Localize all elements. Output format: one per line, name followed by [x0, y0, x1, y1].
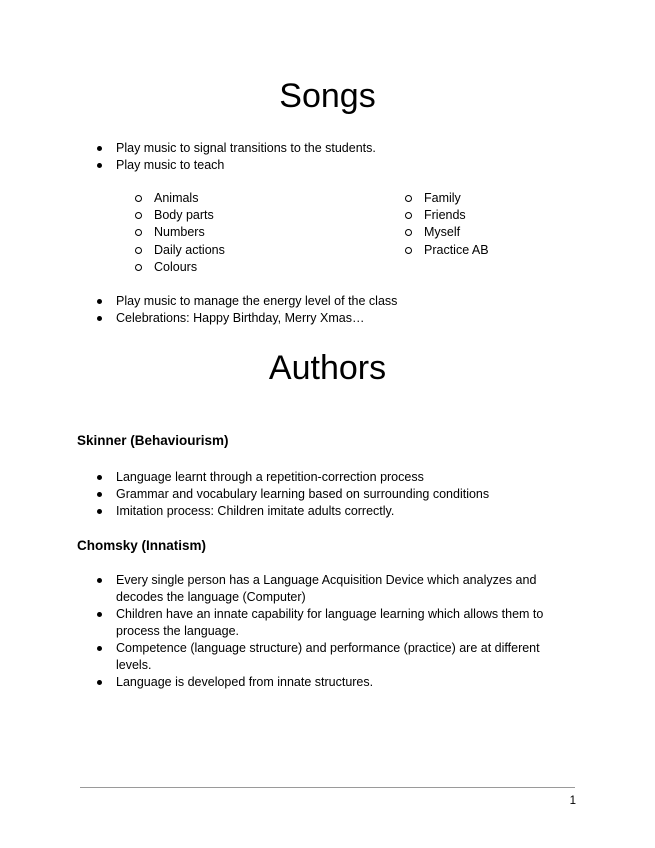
bullet-dot-icon [97, 299, 102, 304]
list-item: Play music to signal transitions to the students. [77, 140, 577, 157]
skinner-points [77, 469, 557, 520]
list-item: Family [405, 190, 605, 207]
list-item: Language is developed from innate structures. [77, 674, 562, 691]
list-item: Animals [135, 190, 365, 207]
list-item: Imitation process: Children imitate adults correctly. [77, 503, 557, 520]
songs-bullet-list-top [77, 140, 577, 174]
list-item: Numbers [135, 224, 365, 241]
chomsky-heading: Chomsky (Innatism) [77, 538, 207, 553]
skinner-heading: Skinner (Behaviourism) [77, 433, 229, 448]
list-item: Celebrations: Happy Birthday, Merry Xmas… [77, 310, 577, 327]
page-number: 1 [569, 795, 576, 807]
list-item: Daily actions [135, 242, 365, 259]
bullet-dot-icon [97, 163, 102, 168]
bullet-circle-icon [405, 229, 412, 236]
list-item: Language learnt through a repetition-correction process [77, 469, 557, 486]
bullet-circle-icon [135, 212, 142, 219]
bullet-dot-icon [97, 316, 102, 321]
bullet-circle-icon [405, 247, 412, 254]
bullet-dot-icon [97, 578, 102, 583]
bullet-dot-icon [97, 492, 102, 497]
bullet-circle-icon [405, 212, 412, 219]
list-item: Play music to teach [77, 157, 577, 174]
list-item: Body parts [135, 207, 365, 224]
songs-topics-left [135, 190, 365, 276]
bullet-dot-icon [97, 146, 102, 151]
bullet-dot-icon [97, 475, 102, 480]
bullet-dot-icon [97, 612, 102, 617]
chomsky-points [77, 572, 562, 691]
bullet-circle-icon [135, 264, 142, 271]
bullet-circle-icon [135, 195, 142, 202]
footer-divider [80, 787, 575, 788]
list-item: Colours [135, 259, 365, 276]
list-item: Play music to manage the energy level of the class [77, 293, 577, 310]
authors-title: Authors [268, 349, 387, 387]
bullet-dot-icon [97, 509, 102, 514]
list-item: Grammar and vocabulary learning based on surrounding conditions [77, 486, 557, 503]
bullet-dot-icon [97, 680, 102, 685]
bullet-dot-icon [97, 646, 102, 651]
songs-title: Songs [279, 77, 376, 115]
list-item: Practice AB [405, 242, 605, 259]
list-item: Children have an innate capability for language learning which allows them to process the language. [77, 606, 562, 640]
list-item: Competence (language structure) and performance (practice) are at different levels. [77, 640, 562, 674]
songs-topics-right [405, 190, 605, 259]
bullet-circle-icon [135, 229, 142, 236]
bullet-circle-icon [135, 247, 142, 254]
list-item: Every single person has a Language Acquisition Device which analyzes and decodes the language (Computer) [77, 572, 562, 606]
songs-bullet-list-bottom [77, 293, 577, 327]
list-item: Myself [405, 224, 605, 241]
bullet-circle-icon [405, 195, 412, 202]
list-item: Friends [405, 207, 605, 224]
